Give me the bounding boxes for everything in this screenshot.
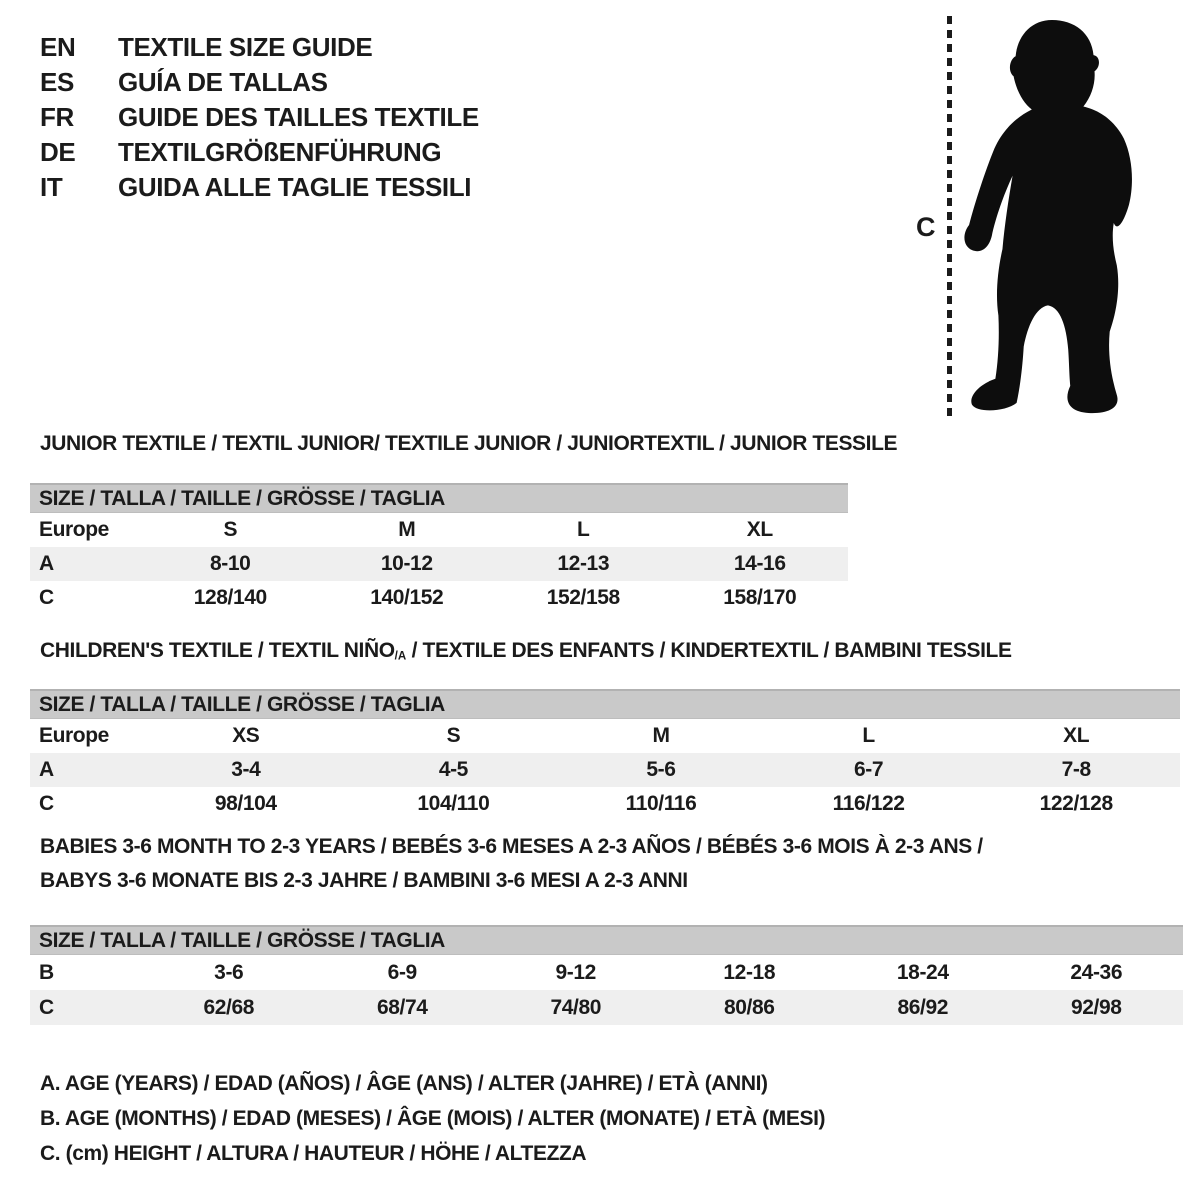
size-cell: 110/116 xyxy=(625,792,697,815)
size-cell: 4-5 xyxy=(438,758,468,781)
table-row xyxy=(30,955,1183,990)
junior-size-table xyxy=(30,483,848,615)
measurement-legend xyxy=(40,1066,825,1171)
size-cell: 6-9 xyxy=(387,960,417,984)
language-title: GUIDA ALLE TAGLIE TESSILI xyxy=(118,172,472,202)
language-row xyxy=(40,65,479,100)
language-row xyxy=(40,170,479,205)
size-cell: S xyxy=(446,724,461,747)
children-section-title xyxy=(40,638,1012,670)
size-header-label: SIZE / TALLA / TAILLE / GRÖSSE / TAGLIA xyxy=(39,486,445,510)
size-cell: 18-24 xyxy=(896,960,949,984)
children-title-subscript: /A xyxy=(394,650,407,663)
size-cell: 152/158 xyxy=(546,586,620,609)
table-row xyxy=(30,547,848,581)
junior-section-title: JUNIOR TEXTILE / TEXTIL JUNIOR/ TEXTILE JUNIOR / JUNIORTEXTIL / JUNIOR TESSILE xyxy=(40,432,898,455)
row-label: Europe xyxy=(39,518,109,541)
row-label: C xyxy=(39,586,54,609)
size-cell: 10-12 xyxy=(380,552,433,575)
language-row xyxy=(40,30,479,65)
size-cell: 122/128 xyxy=(1039,792,1113,815)
size-cell: 6-7 xyxy=(854,758,884,781)
size-cell: 12-13 xyxy=(557,552,610,575)
size-cell: 92/98 xyxy=(1070,995,1122,1019)
size-cell: 116/122 xyxy=(832,792,905,815)
row-label: Europe xyxy=(39,724,109,747)
size-cell: 62/68 xyxy=(203,995,255,1019)
size-header-label: SIZE / TALLA / TAILLE / GRÖSSE / TAGLIA xyxy=(39,928,445,952)
size-cell: M xyxy=(652,724,670,747)
children-title-pre: CHILDREN'S TEXTILE / TEXTIL NIÑO xyxy=(40,639,395,662)
babies-size-header-bar xyxy=(30,925,1183,955)
size-cell: 98/104 xyxy=(214,792,277,815)
table-row xyxy=(30,513,848,547)
babies-title-line1: BABIES 3-6 MONTH TO 2-3 YEARS / BEBÉS 3-6 MESES A 2-3 AÑOS / BÉBÉS 3-6 MOIS À 2-3 ANS / xyxy=(40,835,983,858)
size-cell: 3-4 xyxy=(231,758,261,781)
children-size-header-bar xyxy=(30,689,1180,719)
children-title-post: / TEXTILE DES ENFANTS / KINDERTEXTIL / BAMBINI TESSILE xyxy=(406,639,1012,662)
size-cell: L xyxy=(577,518,590,541)
size-cell: 12-18 xyxy=(723,960,776,984)
size-cell: 80/86 xyxy=(723,995,775,1019)
size-cell: 9-12 xyxy=(555,960,596,984)
size-cell: 104/110 xyxy=(417,792,490,815)
language-title: GUIDE DES TAILLES TEXTILE xyxy=(118,102,479,132)
size-cell: L xyxy=(862,724,875,747)
size-cell: 140/152 xyxy=(370,586,444,609)
language-title: TEXTILGRÖßENFÜHRUNG xyxy=(118,137,442,167)
size-cell: 68/74 xyxy=(376,995,428,1019)
row-label: C xyxy=(39,792,54,815)
language-title: TEXTILE SIZE GUIDE xyxy=(118,32,373,62)
size-cell: 158/170 xyxy=(723,586,797,609)
table-row xyxy=(30,753,1180,787)
size-cell: 5-6 xyxy=(646,758,676,781)
babies-title-line2: BABYS 3-6 MONATE BIS 2-3 JAHRE / BAMBINI 3-6 MESI A 2-3 ANNI xyxy=(40,869,688,892)
language-code: DE xyxy=(40,137,76,167)
measure-label-c: C xyxy=(916,212,936,242)
language-row xyxy=(40,135,479,170)
junior-size-header-bar xyxy=(30,483,848,513)
size-cell: 7-8 xyxy=(1061,758,1091,781)
language-title: GUÍA DE TALLAS xyxy=(118,67,328,97)
size-cell: 14-16 xyxy=(733,552,786,575)
size-cell: S xyxy=(223,518,238,541)
legend-line-a: A. AGE (YEARS) / EDAD (AÑOS) / ÂGE (ANS) / ALTER (JAHRE) / ETÀ (ANNI) xyxy=(40,1072,768,1095)
size-cell: 74/80 xyxy=(550,995,602,1019)
table-row xyxy=(30,719,1180,753)
table-row xyxy=(30,581,848,615)
language-row xyxy=(40,100,479,135)
size-cell: 8-10 xyxy=(210,552,251,575)
size-cell: 128/140 xyxy=(193,586,267,609)
size-cell: 24-36 xyxy=(1070,960,1123,984)
size-cell: M xyxy=(398,518,416,541)
language-code: IT xyxy=(40,172,63,202)
size-cell: 86/92 xyxy=(897,995,949,1019)
babies-section-title xyxy=(40,830,990,898)
row-label: C xyxy=(39,995,54,1019)
size-cell: 3-6 xyxy=(214,960,244,984)
children-size-table xyxy=(30,689,1180,821)
legend-line-b: B. AGE (MONTHS) / EDAD (MESES) / ÂGE (MOIS) / ALTER (MONATE) / ETÀ (MESI) xyxy=(40,1107,826,1130)
language-code: ES xyxy=(40,67,74,97)
table-row xyxy=(30,990,1183,1025)
language-title-block xyxy=(40,30,479,205)
language-code: FR xyxy=(40,102,74,132)
size-cell: XL xyxy=(746,518,773,541)
toddler-silhouette xyxy=(963,18,1135,418)
legend-line-c: C. (cm) HEIGHT / ALTURA / HAUTEUR / HÖHE / ALTEZZA xyxy=(40,1142,587,1165)
row-label: A xyxy=(39,552,54,575)
height-measure-dashed-line xyxy=(947,16,952,416)
size-header-label: SIZE / TALLA / TAILLE / GRÖSSE / TAGLIA xyxy=(39,692,445,716)
language-code: EN xyxy=(40,32,76,62)
table-row xyxy=(30,787,1180,821)
size-cell: XS xyxy=(232,724,260,747)
babies-size-table xyxy=(30,925,1183,1025)
row-label: A xyxy=(39,758,54,781)
size-cell: XL xyxy=(1063,724,1090,747)
row-label: B xyxy=(39,960,54,984)
